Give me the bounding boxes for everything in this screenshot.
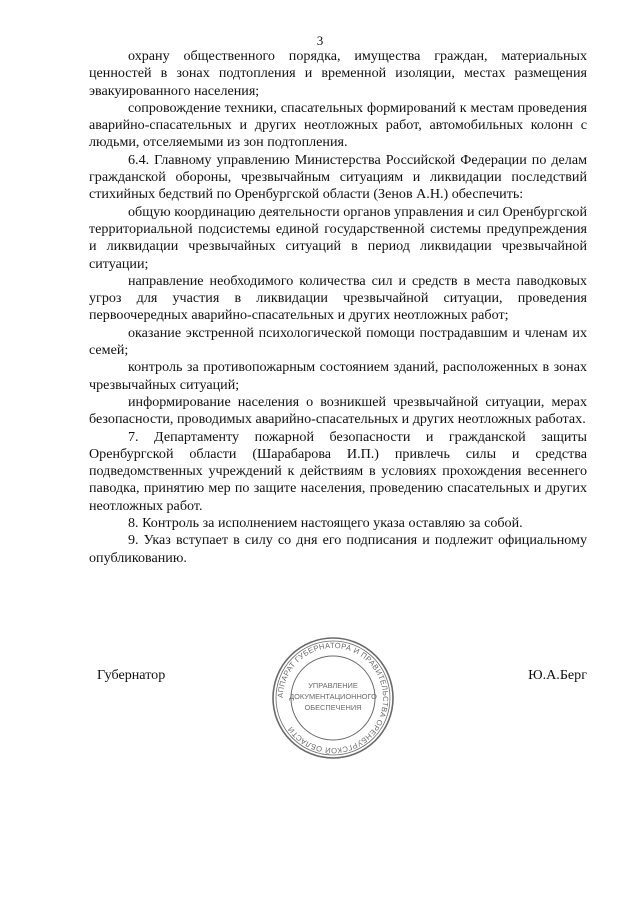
paragraph: охрану общественного порядка, имущества граждан, материальных ценностей в зонах подтопления и временной изоляции, местах размещения эвакуированного населения; (89, 48, 587, 99)
paragraph: сопровождение техники, спасательных формирований к местам проведения аварийно-спасательных и других неотложных работ, автомобильных колонн с людьми, отселяемыми из зон подтопления. (89, 99, 587, 151)
seal-center-line: ДОКУМЕНТАЦИОННОГО (289, 692, 377, 701)
paragraph: оказание экстренной психологической помощи пострадавшим и членам их семей; (89, 324, 587, 359)
official-seal-stamp (270, 635, 396, 761)
paragraph: информирование населения о возникшей чрезвычайной ситуации, мерах безопасности, проводимых аварийно-спасательных и других неотложных работах. (89, 393, 587, 428)
signatory-name: Ю.А.Берг (528, 667, 587, 683)
paragraph: 8. Контроль за исполнением настоящего указа оставляю за собой. (128, 515, 523, 532)
paragraph: 7. Департаменту пожарной безопасности и гражданской защиты Оренбургской области (Шарабарова И.П.) привлечь силы и средства подведомственных учреждений к действиям в условиях прохождения весеннего паводка, принятию мер по защите населения, проведению спасательных и других неотложных работ. (89, 428, 587, 514)
document-body (89, 48, 587, 567)
paragraph: контроль за противопожарным состоянием зданий, расположенных в зонах чрезвычайных ситуаций; (89, 359, 587, 393)
paragraph: направление необходимого количества сил и средств в места паводковых угроз для участия в ликвидации чрезвычайной ситуации, проведения первоочередных аварийно-спасательных и других неотложных работ; (89, 272, 587, 324)
paragraph: 6.4. Главному управлению Министерства Российской Федерации по делам гражданской обороны, чрезвычайным ситуациям и ликвидации последствий стихийных бедствий по Оренбургской области (Зенов А.Н.) обеспечить: (89, 151, 587, 203)
signature-block (89, 635, 587, 755)
seal-center-line: УПРАВЛЕНИЕ (308, 681, 358, 690)
paragraph: 9. Указ вступает в силу со дня его подписания и подлежит официальному опубликованию. (89, 532, 587, 566)
seal-ring-text: АППАРАТ ГУБЕРНАТОРА И ПРАВИТЕЛЬСТВА ОРЕНБУРГСКОЙ ОБЛАСТИ (275, 640, 391, 756)
paragraph: общую координацию деятельности органов управления и сил Оренбургской территориальной подсистемы единой государственной системы предупреждения и ликвидации чрезвычайных ситуаций в период ликвидации чрезвычайной ситуации; (89, 203, 587, 272)
signatory-title: Губернатор (97, 667, 166, 683)
seal-icon (270, 635, 396, 761)
seal-center-line: ОБЕСПЕЧЕНИЯ (304, 703, 362, 712)
page-number: 3 (316, 33, 324, 48)
